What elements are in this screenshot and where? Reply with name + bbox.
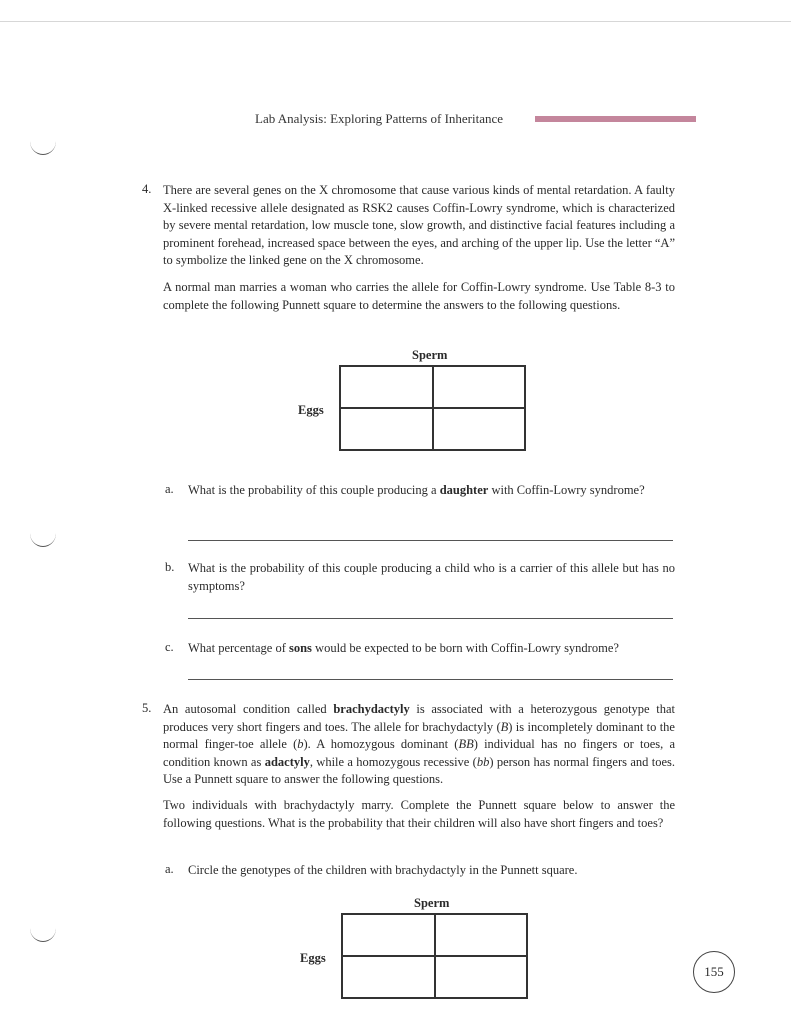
q5-allele: b: [297, 737, 304, 751]
question-5-intro: [163, 701, 675, 789]
question-4a-text: What is the probability of this couple producing a: [188, 483, 437, 497]
punnett-eggs-label: Eggs: [298, 403, 324, 417]
question-4c-text: What percentage of: [188, 641, 286, 655]
subquestion-letter: a.: [165, 482, 174, 496]
punnett-square[interactable]: [339, 365, 526, 451]
question-number: 5.: [142, 701, 152, 715]
question-4a-text-end: with Coffin-Lowry syndrome?: [491, 483, 645, 497]
question-4a: [188, 482, 675, 500]
punch-hole-mark: [30, 520, 56, 547]
answer-line[interactable]: [188, 679, 673, 680]
question-4-instructions: A normal man marries a woman who carries the allele for Coffin-Lowry syndrome. Use Table 8-3 to complete the following Punnett square to determine the answers to the following questions.: [163, 280, 675, 312]
subquestion-letter: a.: [165, 862, 174, 876]
q5-genotype: bb: [476, 754, 490, 769]
punnett-cell[interactable]: [435, 956, 528, 998]
header-title: Exploring Patterns of Inheritance: [330, 111, 504, 126]
punch-hole-mark: [30, 915, 56, 942]
punnett-eggs-label: Eggs: [300, 951, 326, 965]
punnett-cell[interactable]: [342, 956, 435, 998]
q5-text: ) individual has no fingers or toes, a condition known as: [163, 737, 676, 769]
q5-text: is associated with a heterozygous genotype that produces very short fingers and toes. The allele for brachydactyly (: [163, 702, 676, 734]
question-4c-text-end: would be expected to be born with Coffin-Lowry syndrome?: [315, 641, 619, 655]
answer-line[interactable]: [188, 540, 673, 541]
running-header: [255, 111, 503, 127]
q5-text: An autosomal condition called: [163, 702, 327, 716]
punnett-cell[interactable]: [433, 408, 526, 450]
question-4c: [188, 640, 675, 658]
header-accent-bar: [535, 116, 696, 122]
q5-term-brachydactyly: brachydactyly: [333, 702, 410, 716]
page-number: 155: [693, 951, 735, 993]
punnett-cell[interactable]: [340, 366, 433, 408]
top-rule: [0, 21, 791, 22]
header-prefix: Lab Analysis:: [255, 111, 327, 126]
answer-line[interactable]: [188, 618, 673, 619]
subquestion-letter: c.: [165, 640, 174, 654]
q5-text: ) person has normal fingers and toes. Use a Punnett square to answer the following questions.: [163, 754, 675, 786]
q5-term-adactyly: adactyly: [264, 754, 310, 769]
subquestion-letter: b.: [165, 560, 175, 574]
question-4b: What is the probability of this couple producing a child who is a carrier of this allele but has no symptoms?: [188, 561, 675, 593]
punnett-sperm-label: Sperm: [414, 896, 450, 910]
question-number: 4.: [142, 182, 152, 196]
punnett-cell[interactable]: [435, 914, 528, 956]
q5-text: ) is incompletely dominant to the normal finger-toe allele (: [163, 719, 675, 751]
q5-genotype: BB: [458, 737, 474, 751]
punnett-cell[interactable]: [433, 366, 526, 408]
question-4a-emphasis: daughter: [439, 483, 489, 497]
q5-text: , while a homozygous recessive (: [309, 754, 477, 769]
punnett-cell[interactable]: [340, 408, 433, 450]
question-5-instructions: Two individuals with brachydactyly marry. Complete the Punnett square below to answer the following questions. What is the probability that their children will also have short fingers and toes?: [163, 798, 675, 830]
punch-hole-mark: [30, 128, 56, 155]
question-4c-emphasis: sons: [288, 641, 312, 655]
question-5a: Circle the genotypes of the children with brachydactyly in the Punnett square.: [188, 863, 578, 877]
punnett-cell[interactable]: [342, 914, 435, 956]
q5-allele: B: [500, 719, 509, 734]
punnett-square[interactable]: [341, 913, 528, 999]
q5-text: ). A homozygous dominant (: [303, 737, 459, 751]
question-4-intro: There are several genes on the X chromosome that cause various kinds of mental retardation. A faulty X-linked recessive allele designated as RSK2 causes Coffin-Lowry syndrome, which is characterized by severe mental retardation, low muscle tone, slow growth, and distinctive facial features including a prominent forehead, increased space between the eyes, and arching of the upper lip. Use the letter “A” to symbolize the linked gene on the X chromosome.: [163, 183, 675, 267]
punnett-sperm-label: Sperm: [412, 348, 448, 362]
